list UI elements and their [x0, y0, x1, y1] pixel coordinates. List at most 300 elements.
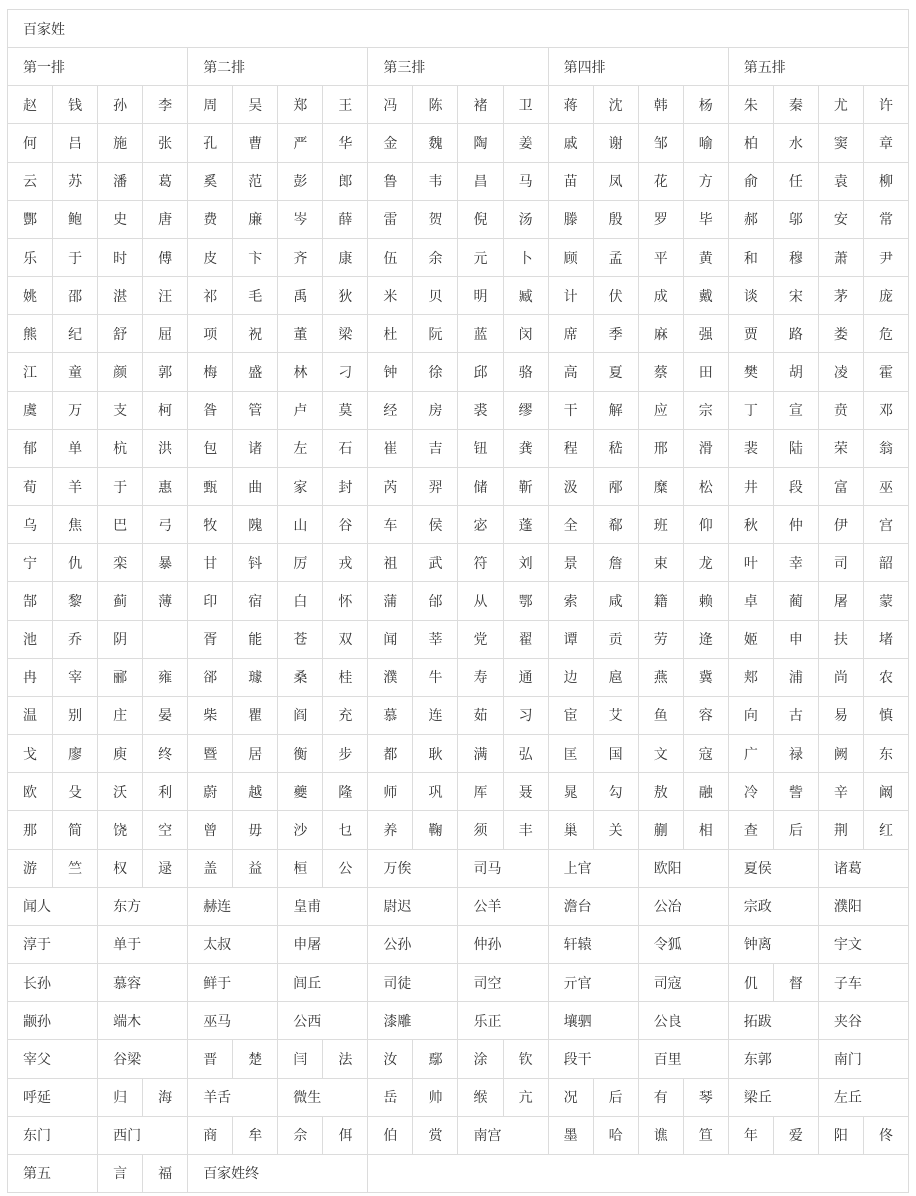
- surname-cell: 衡: [278, 735, 323, 773]
- surname-cell: 暨: [188, 735, 233, 773]
- surname-cell: 东: [864, 735, 909, 773]
- surname-cell: 纪: [53, 315, 98, 353]
- surname-cell: 景: [549, 544, 594, 582]
- surname-cell: 边: [549, 659, 594, 697]
- surname-cell: 公羊: [458, 888, 548, 926]
- surname-cell: 曹: [233, 124, 278, 162]
- surname-cell: 尉迟: [368, 888, 458, 926]
- surname-cell: 庄: [98, 697, 143, 735]
- surname-cell: 张: [143, 124, 188, 162]
- surname-cell: 段干: [549, 1040, 639, 1078]
- surname-cell: 钱: [53, 86, 98, 124]
- surname-cell: 易: [819, 697, 864, 735]
- surname-cell: 华: [323, 124, 368, 162]
- surname-cell: 笪: [684, 1117, 729, 1155]
- surname-cell: 缪: [504, 392, 549, 430]
- surname-cell: 容: [684, 697, 729, 735]
- surname-cell: 从: [458, 582, 503, 620]
- surname-cell: 南宫: [458, 1117, 548, 1155]
- surname-cell: 平: [639, 239, 684, 277]
- surname-cell: 房: [413, 392, 458, 430]
- surname-cell: 夹谷: [819, 1002, 909, 1040]
- surname-cell: 陈: [413, 86, 458, 124]
- surname-cell: 雍: [143, 659, 188, 697]
- surname-cell: 郏: [729, 659, 774, 697]
- surname-cell: 祝: [233, 315, 278, 353]
- surname-cell: 卫: [504, 86, 549, 124]
- surname-cell: 单于: [98, 926, 188, 964]
- surname-cell: 禹: [278, 277, 323, 315]
- surname-cell: 明: [458, 277, 503, 315]
- surname-cell: 饶: [98, 811, 143, 849]
- surname-cell: 屠: [819, 582, 864, 620]
- surname-cell: 简: [53, 811, 98, 849]
- surname-cell: 昝: [188, 392, 233, 430]
- surname-cell: 司徒: [368, 964, 458, 1002]
- surname-cell: 尹: [864, 239, 909, 277]
- surname-cell: 史: [98, 201, 143, 239]
- surname-cell: 戎: [323, 544, 368, 582]
- surname-cell: 查: [729, 811, 774, 849]
- surname-cell: 祖: [368, 544, 413, 582]
- surname-cell: 步: [323, 735, 368, 773]
- surname-cell: 司: [819, 544, 864, 582]
- surname-cell: 樊: [729, 353, 774, 391]
- surname-cell: 葛: [143, 163, 188, 201]
- surname-cell: 石: [323, 430, 368, 468]
- surname-cell: 于: [53, 239, 98, 277]
- surname-cell: 费: [188, 201, 233, 239]
- surname-cell: 赖: [684, 582, 729, 620]
- surname-cell: 文: [639, 735, 684, 773]
- surname-cell: 融: [684, 773, 729, 811]
- surname-cell: 堵: [864, 621, 909, 659]
- surname-cell: 谈: [729, 277, 774, 315]
- surname-cell: 邓: [864, 392, 909, 430]
- surname-cell: 薄: [143, 582, 188, 620]
- surname-cell: 闾丘: [278, 964, 368, 1002]
- surname-cell: 国: [594, 735, 639, 773]
- surname-cell: 丰: [504, 811, 549, 849]
- surname-cell: 解: [594, 392, 639, 430]
- surname-cell: 陶: [458, 124, 503, 162]
- surname-cell: 牧: [188, 506, 233, 544]
- surname-cell: 裘: [458, 392, 503, 430]
- surname-cell: 胡: [774, 353, 819, 391]
- surname-cell: 龙: [684, 544, 729, 582]
- surname-cell: 须: [458, 811, 503, 849]
- surname-cell: 蔡: [639, 353, 684, 391]
- surname-cell: 爱: [774, 1117, 819, 1155]
- surname-cell: 宗政: [729, 888, 819, 926]
- surname-cell: 何: [8, 124, 53, 162]
- surname-cell: 万俟: [368, 850, 458, 888]
- surname-cell: 凌: [819, 353, 864, 391]
- surname-cell: 姚: [8, 277, 53, 315]
- surname-cell: 南门: [819, 1040, 909, 1078]
- surname-cell: 夏: [594, 353, 639, 391]
- surname-cell: 丁: [729, 392, 774, 430]
- surname-cell: 聂: [504, 773, 549, 811]
- surname-cell: 符: [458, 544, 503, 582]
- surname-cell: 郎: [323, 163, 368, 201]
- surname-cell: 翁: [864, 430, 909, 468]
- surname-cell: 梅: [188, 353, 233, 391]
- surname-cell: 王: [323, 86, 368, 124]
- surname-cell: 竺: [53, 850, 98, 888]
- surname-cell: 储: [458, 468, 503, 506]
- surname-cell: 殳: [53, 773, 98, 811]
- surname-cell: 荆: [819, 811, 864, 849]
- surname-cell: 红: [864, 811, 909, 849]
- surname-cell: 任: [774, 163, 819, 201]
- surname-cell: 晁: [549, 773, 594, 811]
- surname-cell: 管: [233, 392, 278, 430]
- surname-cell: 缑: [458, 1079, 503, 1117]
- surname-cell: 谢: [594, 124, 639, 162]
- surname-cell: 巴: [98, 506, 143, 544]
- header-row-1: 第一排: [8, 48, 188, 86]
- surname-cell: 熊: [8, 315, 53, 353]
- surname-cell: 孙: [98, 86, 143, 124]
- surname-cell: 帅: [413, 1079, 458, 1117]
- surname-cell: 佘: [278, 1117, 323, 1155]
- surname-cell: 白: [278, 582, 323, 620]
- surname-cell: 郜: [8, 582, 53, 620]
- surname-cell: 章: [864, 124, 909, 162]
- surname-cell: 蒯: [639, 811, 684, 849]
- surname-cell: 莫: [323, 392, 368, 430]
- surname-cell: 家: [278, 468, 323, 506]
- surname-cell: 于: [98, 468, 143, 506]
- surname-cell: 邢: [639, 430, 684, 468]
- surname-cell: 温: [8, 697, 53, 735]
- surname-cell: 狄: [323, 277, 368, 315]
- surname-cell: 充: [323, 697, 368, 735]
- surname-cell: 申屠: [278, 926, 368, 964]
- surname-cell: 杭: [98, 430, 143, 468]
- surname-cell: 寇: [684, 735, 729, 773]
- surname-cell: 贲: [819, 392, 864, 430]
- surname-cell: 梁: [323, 315, 368, 353]
- surname-cell: 喻: [684, 124, 729, 162]
- surname-cell: 黄: [684, 239, 729, 277]
- empty-cell: [368, 1155, 909, 1193]
- surname-cell: 法: [323, 1040, 368, 1078]
- surname-cell: 牟: [233, 1117, 278, 1155]
- surname-cell: 陆: [774, 430, 819, 468]
- surname-cell: 车: [368, 506, 413, 544]
- surname-cell: 巩: [413, 773, 458, 811]
- surname-cell: 松: [684, 468, 729, 506]
- surname-cell: 太叔: [188, 926, 278, 964]
- surname-cell: 蒋: [549, 86, 594, 124]
- surname-cell: 朱: [729, 86, 774, 124]
- surname-cell: 扶: [819, 621, 864, 659]
- surname-cell: 巫马: [188, 1002, 278, 1040]
- surname-cell: 印: [188, 582, 233, 620]
- surname-cell: 子车: [819, 964, 909, 1002]
- surname-cell: 左: [278, 430, 323, 468]
- surname-cell: 鱼: [639, 697, 684, 735]
- surname-cell: 山: [278, 506, 323, 544]
- surname-cell: 孔: [188, 124, 233, 162]
- surname-cell: 仇: [53, 544, 98, 582]
- surname-cell: 郦: [98, 659, 143, 697]
- surname-cell: 居: [233, 735, 278, 773]
- surname-cell: 后: [774, 811, 819, 849]
- surname-cell: 公冶: [639, 888, 729, 926]
- surname-cell: 桂: [323, 659, 368, 697]
- surname-cell: 隗: [233, 506, 278, 544]
- surname-cell: 盛: [233, 353, 278, 391]
- surname-cell: 鲜于: [188, 964, 278, 1002]
- surname-cell: 幸: [774, 544, 819, 582]
- surname-cell: 况: [549, 1079, 594, 1117]
- surname-cell: 卢: [278, 392, 323, 430]
- surname-cell: 闵: [504, 315, 549, 353]
- surname-cell: 邬: [774, 201, 819, 239]
- surname-cell: 巫: [864, 468, 909, 506]
- surname-cell: 夔: [278, 773, 323, 811]
- surname-cell: 宣: [774, 392, 819, 430]
- surname-cell: 汝: [368, 1040, 413, 1078]
- surname-cell: 阙: [819, 735, 864, 773]
- surname-cell: 卜: [504, 239, 549, 277]
- surname-cell: 班: [639, 506, 684, 544]
- surname-cell: 冀: [684, 659, 729, 697]
- surname-cell: 荀: [8, 468, 53, 506]
- surname-cell: 杜: [368, 315, 413, 353]
- surname-cell: 公西: [278, 1002, 368, 1040]
- surname-cell: 郗: [594, 506, 639, 544]
- surname-cell: 米: [368, 277, 413, 315]
- surname-cell: 单: [53, 430, 98, 468]
- surname-cell: 晋: [188, 1040, 233, 1078]
- surname-cell: 上官: [549, 850, 639, 888]
- surname-cell: 百里: [639, 1040, 729, 1078]
- surname-cell: 龚: [504, 430, 549, 468]
- surname-cell: 终: [143, 735, 188, 773]
- surname-cell: 毋: [233, 811, 278, 849]
- surname-cell: 甘: [188, 544, 233, 582]
- surname-cell: 程: [549, 430, 594, 468]
- surname-cell: 越: [233, 773, 278, 811]
- surname-cell: 贾: [729, 315, 774, 353]
- surname-cell: 相: [684, 811, 729, 849]
- surname-cell: 宋: [774, 277, 819, 315]
- surname-cell: 墨: [549, 1117, 594, 1155]
- surname-cell: 轩辕: [549, 926, 639, 964]
- surname-cell: 崔: [368, 430, 413, 468]
- surname-cell: 曾: [188, 811, 233, 849]
- surname-cell: 夏侯: [729, 850, 819, 888]
- surname-cell: 席: [549, 315, 594, 353]
- surname-cell: 濮: [368, 659, 413, 697]
- surname-cell: 索: [549, 582, 594, 620]
- surname-cell: 养: [368, 811, 413, 849]
- surname-cell: 靳: [504, 468, 549, 506]
- surname-cell: 后: [594, 1079, 639, 1117]
- surname-cell: 乜: [323, 811, 368, 849]
- surname-cell: 邴: [594, 468, 639, 506]
- surname-cell: 宰: [53, 659, 98, 697]
- surname-cell: 毛: [233, 277, 278, 315]
- surname-cell: 籍: [639, 582, 684, 620]
- surname-cell: 慕容: [98, 964, 188, 1002]
- surname-cell: 颜: [98, 353, 143, 391]
- surname-cell: 宁: [8, 544, 53, 582]
- surname-cell: 柯: [143, 392, 188, 430]
- surname-cell: 伍: [368, 239, 413, 277]
- surname-cell: 隆: [323, 773, 368, 811]
- surname-cell: 叶: [729, 544, 774, 582]
- surname-cell: 糜: [639, 468, 684, 506]
- surname-cell: 安: [819, 201, 864, 239]
- surname-cell: 水: [774, 124, 819, 162]
- surname-cell: 澹台: [549, 888, 639, 926]
- surname-cell: 阴: [98, 621, 143, 659]
- surname-cell: 苍: [278, 621, 323, 659]
- surname-cell: 屈: [143, 315, 188, 353]
- surname-cell: 应: [639, 392, 684, 430]
- surname-cell: 沃: [98, 773, 143, 811]
- surname-cell: 孟: [594, 239, 639, 277]
- surname-cell: 酆: [8, 201, 53, 239]
- surname-cell: 侯: [413, 506, 458, 544]
- surname-cell: 闫: [278, 1040, 323, 1078]
- surname-cell: 傅: [143, 239, 188, 277]
- surname-cell: 徐: [413, 353, 458, 391]
- header-row-5: 第五排: [729, 48, 909, 86]
- surname-cell: 马: [504, 163, 549, 201]
- surname-cell: 娄: [819, 315, 864, 353]
- surname-cell: 劳: [639, 621, 684, 659]
- surname-cell: 司空: [458, 964, 548, 1002]
- surname-cell: 第五: [8, 1155, 98, 1193]
- surname-cell: 卓: [729, 582, 774, 620]
- surname-cell: 洪: [143, 430, 188, 468]
- surname-cell: 广: [729, 735, 774, 773]
- surname-cell: 蔚: [188, 773, 233, 811]
- surname-cell: 蔺: [774, 582, 819, 620]
- surname-cell: 申: [774, 621, 819, 659]
- surname-cell: [143, 621, 188, 659]
- surname-cell: 宫: [864, 506, 909, 544]
- surname-cell: 都: [368, 735, 413, 773]
- surname-cell: 褚: [458, 86, 503, 124]
- surname-cell: 谷: [323, 506, 368, 544]
- surname-cell: 诸葛: [819, 850, 909, 888]
- surname-cell: 宗: [684, 392, 729, 430]
- surname-cell: 厍: [458, 773, 503, 811]
- surname-cell: 那: [8, 811, 53, 849]
- surname-cell: 汤: [504, 201, 549, 239]
- surname-cell: 唐: [143, 201, 188, 239]
- surname-cell: 燕: [639, 659, 684, 697]
- surname-cell: 严: [278, 124, 323, 162]
- surname-cell: 楚: [233, 1040, 278, 1078]
- surname-cell: 敖: [639, 773, 684, 811]
- surname-cell: 令狐: [639, 926, 729, 964]
- surname-cell: 施: [98, 124, 143, 162]
- surname-cell: 汪: [143, 277, 188, 315]
- surname-cell: 百家姓终: [188, 1155, 368, 1193]
- surname-cell: 俞: [729, 163, 774, 201]
- surname-cell: 拓跋: [729, 1002, 819, 1040]
- surname-cell: 尚: [819, 659, 864, 697]
- surname-cell: 訾: [774, 773, 819, 811]
- surname-cell: 宓: [458, 506, 503, 544]
- surname-cell: 归: [98, 1079, 143, 1117]
- surname-cell: 蒲: [368, 582, 413, 620]
- surname-cell: 东方: [98, 888, 188, 926]
- surname-cell: 逯: [143, 850, 188, 888]
- surname-cell: 路: [774, 315, 819, 353]
- surname-cell: 宦: [549, 697, 594, 735]
- surname-cell: 艾: [594, 697, 639, 735]
- surname-cell: 危: [864, 315, 909, 353]
- surname-cell: 邹: [639, 124, 684, 162]
- surname-cell: 微生: [278, 1079, 368, 1117]
- surname-cell: 康: [323, 239, 368, 277]
- surname-cell: 冷: [729, 773, 774, 811]
- surname-cell: 诸: [233, 430, 278, 468]
- surname-cell: 桓: [278, 850, 323, 888]
- surname-cell: 闻人: [8, 888, 98, 926]
- surname-cell: 臧: [504, 277, 549, 315]
- surname-cell: 亓官: [549, 964, 639, 1002]
- surname-cell: 赵: [8, 86, 53, 124]
- surname-cell: 师: [368, 773, 413, 811]
- surname-cell: 谭: [549, 621, 594, 659]
- surname-cell: 池: [8, 621, 53, 659]
- surname-cell: 盖: [188, 850, 233, 888]
- surname-cell: 苏: [53, 163, 98, 201]
- surname-cell: 项: [188, 315, 233, 353]
- surname-cell: 长孙: [8, 964, 98, 1002]
- surname-cell: 全: [549, 506, 594, 544]
- surname-cell: 和: [729, 239, 774, 277]
- surname-cell: 黎: [53, 582, 98, 620]
- surname-cell: 富: [819, 468, 864, 506]
- surname-cell: 卞: [233, 239, 278, 277]
- surname-cell: 东门: [8, 1117, 98, 1155]
- surname-cell: 濮阳: [819, 888, 909, 926]
- surname-cell: 利: [143, 773, 188, 811]
- surname-cell: 别: [53, 697, 98, 735]
- surname-cell: 韶: [864, 544, 909, 582]
- surname-cell: 武: [413, 544, 458, 582]
- surname-cell: 贺: [413, 201, 458, 239]
- surname-cell: 姬: [729, 621, 774, 659]
- surname-cell: 牛: [413, 659, 458, 697]
- surname-cell: 言: [98, 1155, 143, 1193]
- surname-cell: 邰: [413, 582, 458, 620]
- surname-cell: 公良: [639, 1002, 729, 1040]
- surname-cell: 壤驷: [549, 1002, 639, 1040]
- surname-cell: 伏: [594, 277, 639, 315]
- surname-cell: 伯: [368, 1117, 413, 1155]
- surname-cell: 慎: [864, 697, 909, 735]
- surname-cell: 蒙: [864, 582, 909, 620]
- surname-cell: 弘: [504, 735, 549, 773]
- surname-cell: 戈: [8, 735, 53, 773]
- surname-cell: 花: [639, 163, 684, 201]
- surname-cell: 滑: [684, 430, 729, 468]
- surname-cell: 党: [458, 621, 503, 659]
- surname-cell: 岑: [278, 201, 323, 239]
